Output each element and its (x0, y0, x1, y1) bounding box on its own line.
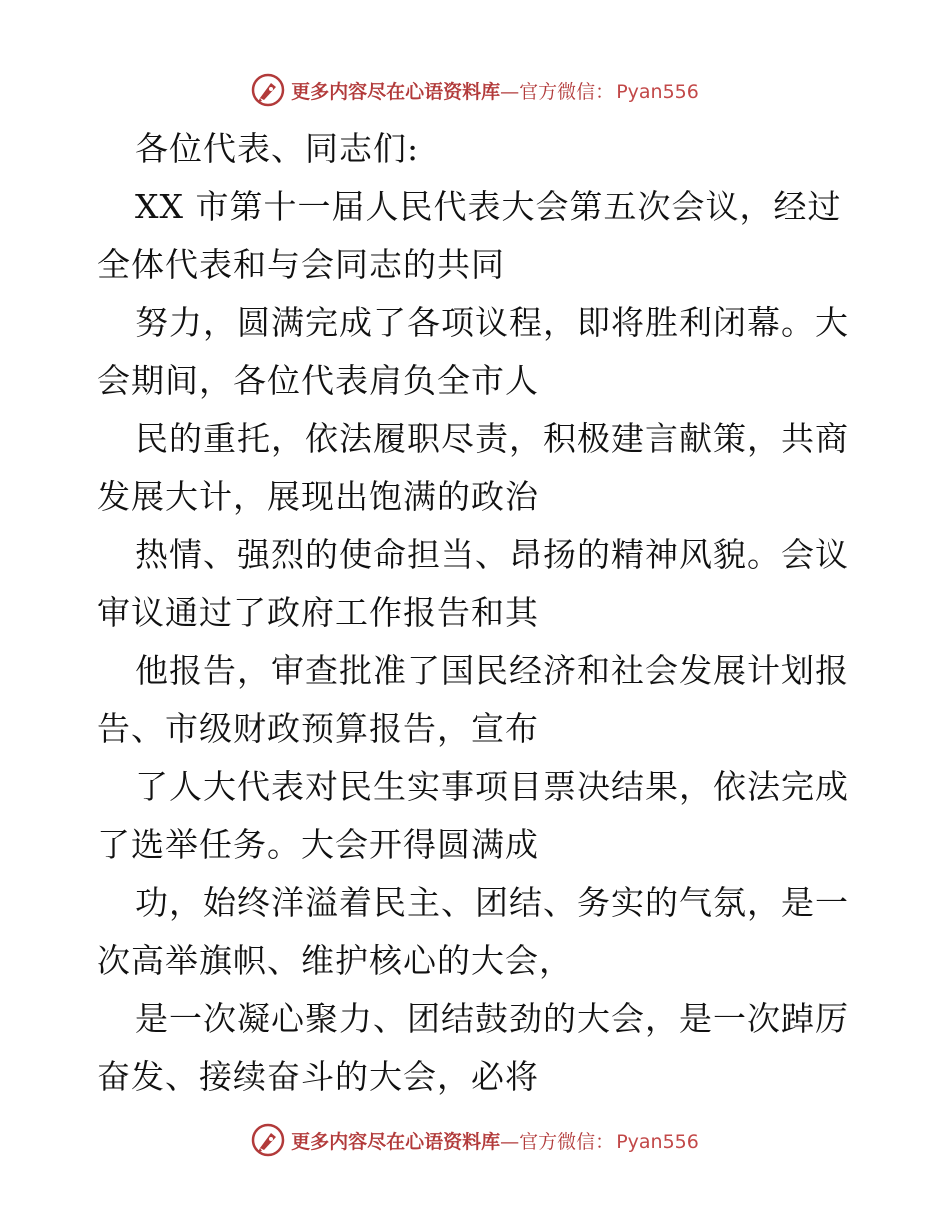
banner-label: —官方微信： (500, 80, 615, 103)
text-line: 各位代表、同志们: (135, 129, 420, 168)
speech-body (97, 120, 867, 1106)
text-line: 审议通过了政府工作报告和其 (97, 593, 539, 632)
pen-nib-logo-icon (251, 1123, 285, 1157)
banner-wechat-id: Pyan556 (616, 80, 699, 103)
banner-brand: 更多内容尽在心语资料库 (291, 80, 501, 103)
text-line: 他报告，审查批准了国民经济和社会发展计划报 (135, 651, 849, 690)
text-line: 了人大代表对民生实事项目票决结果，依法完成 (135, 767, 849, 806)
text-line: 了选举任务。大会开得圆满成 (97, 825, 539, 864)
footer-banner (0, 1120, 950, 1160)
text-line: 奋发、接续奋斗的大会，必将 (97, 1057, 539, 1096)
banner-text (291, 1127, 699, 1154)
header-banner (0, 70, 950, 110)
text-line: 全体代表和与会同志的共同 (97, 245, 505, 284)
banner-brand: 更多内容尽在心语资料库 (291, 1130, 501, 1153)
banner-label: —官方微信： (500, 1130, 615, 1153)
text-line: XX 市第十一届人民代表大会第五次会议，经过 (135, 187, 842, 226)
text-line: 是一次凝心聚力、团结鼓劲的大会，是一次踔厉 (135, 999, 849, 1038)
banner-wechat-id: Pyan556 (616, 1130, 699, 1153)
text-line: 会期间，各位代表肩负全市人 (97, 361, 539, 400)
text-line: 努力，圆满完成了各项议程，即将胜利闭幕。大 (135, 303, 849, 342)
text-line: 民的重托，依法履职尽责，积极建言献策，共商 (135, 419, 849, 458)
pen-nib-logo-icon (251, 73, 285, 107)
banner-text (291, 77, 699, 104)
text-line: 次高举旗帜、维护核心的大会， (97, 941, 573, 980)
text-line: 告、市级财政预算报告，宣布 (97, 709, 539, 748)
text-line: 热情、强烈的使命担当、昂扬的精神风貌。会议 (135, 535, 849, 574)
text-line: 发展大计，展现出饱满的政治 (97, 477, 539, 516)
text-line: 功，始终洋溢着民主、团结、务实的气氛，是一 (135, 883, 849, 922)
